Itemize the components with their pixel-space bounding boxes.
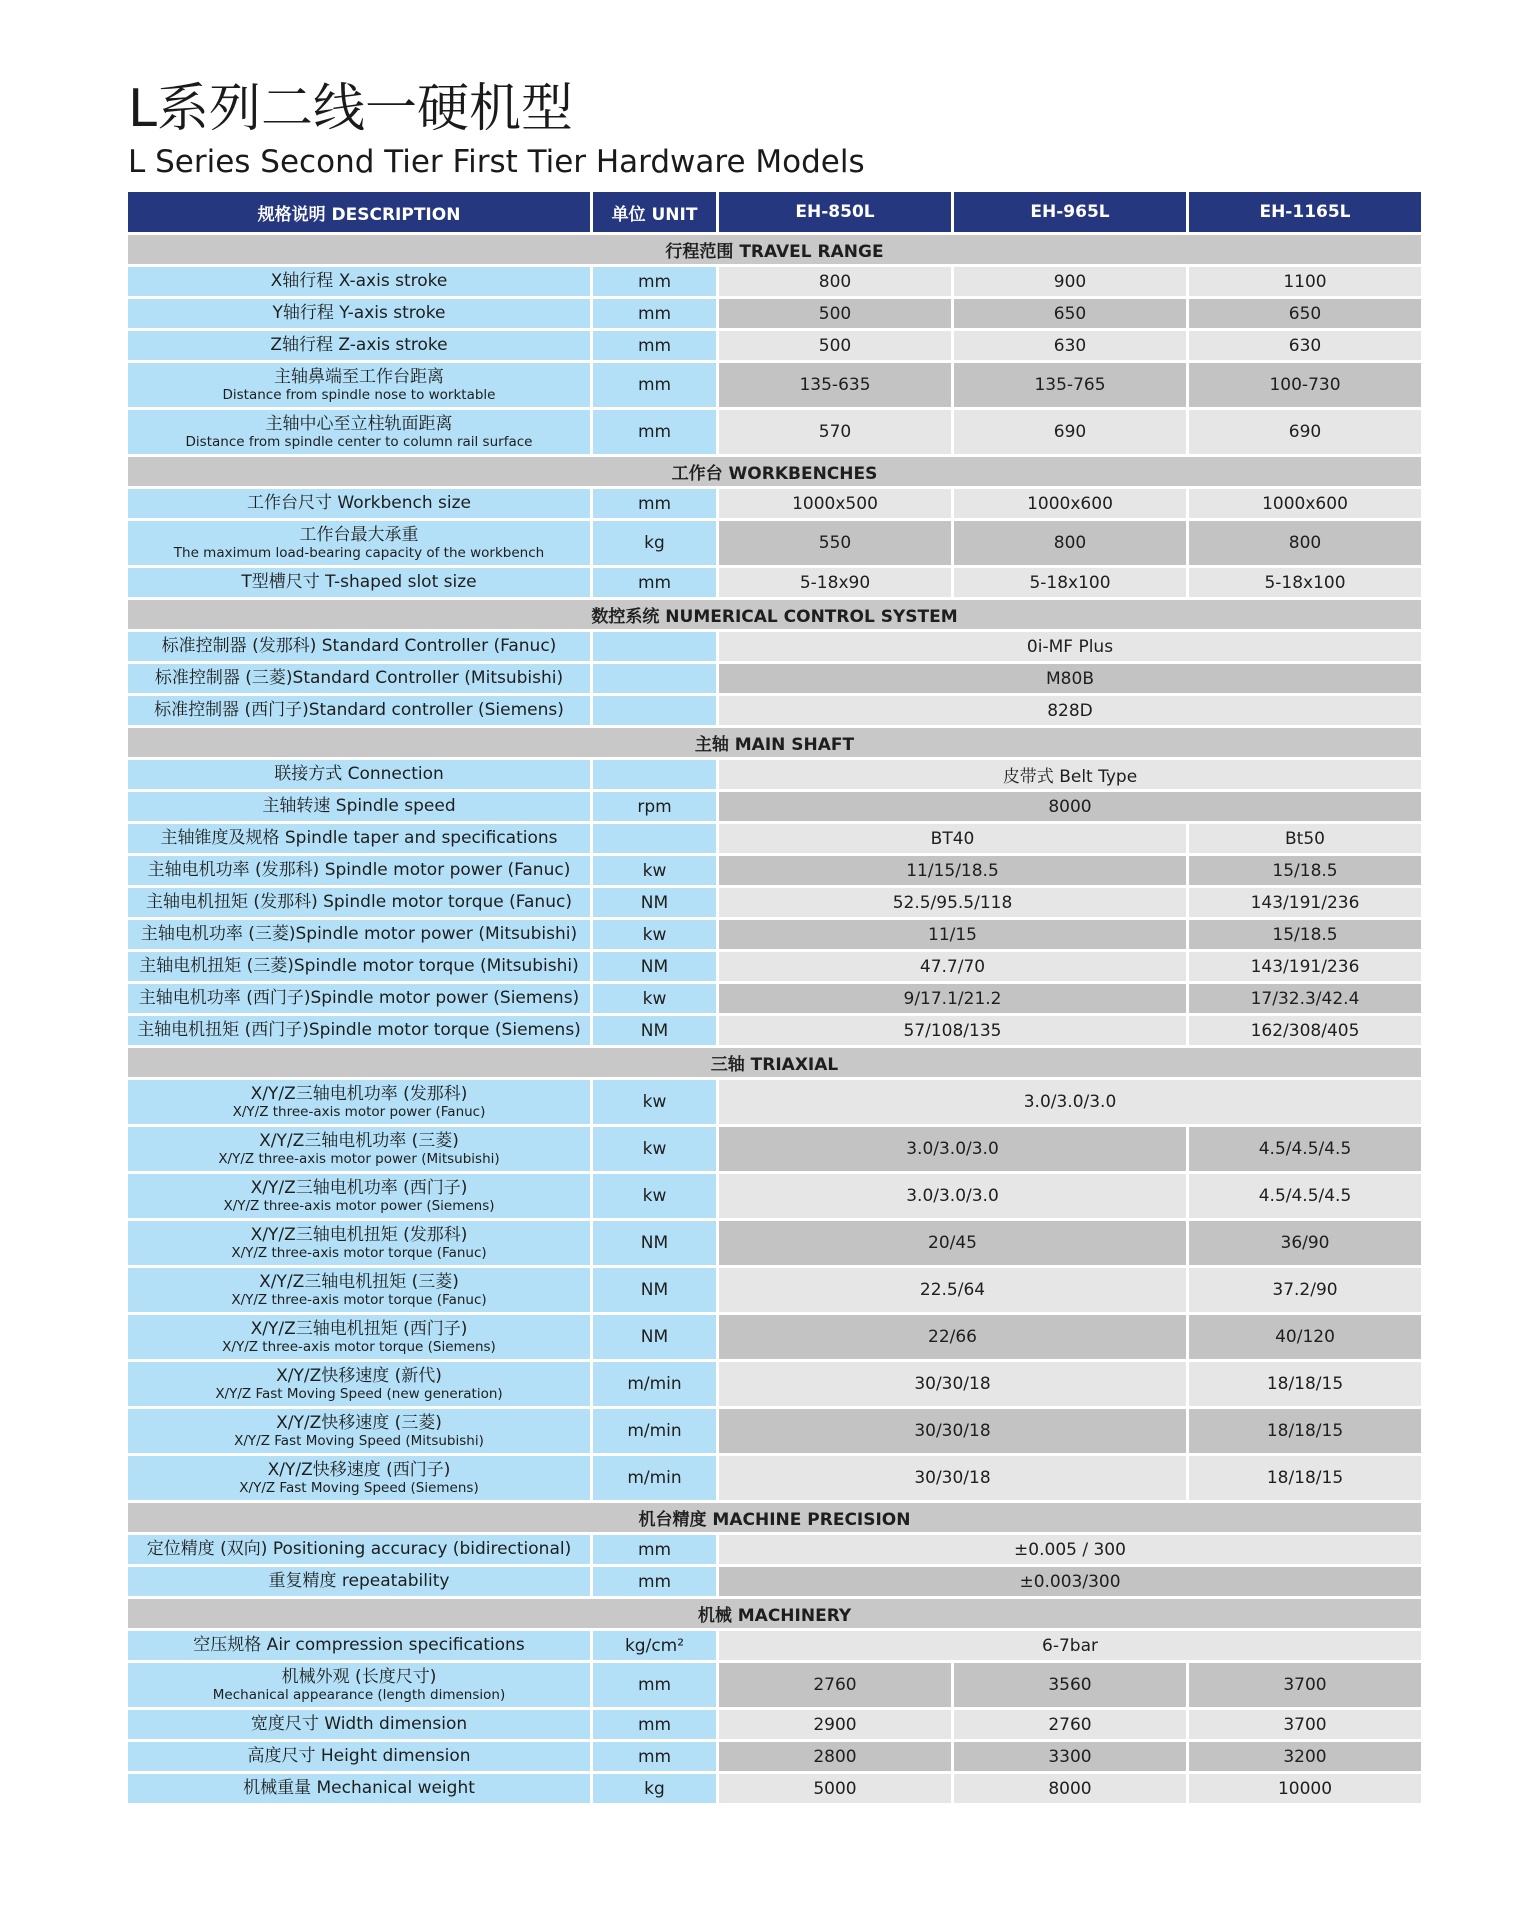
row-description	[128, 1268, 590, 1312]
row-unit: mm	[590, 331, 716, 360]
row-value: 30/30/18	[716, 1456, 1186, 1500]
row-value: Bt50	[1186, 824, 1421, 853]
row-unit: kw	[590, 1174, 716, 1218]
table-row	[128, 696, 1421, 725]
table-row	[128, 1774, 1421, 1803]
row-label: X/Y/Z三轴电机扭矩 (三菱)	[259, 1271, 459, 1292]
row-unit	[590, 824, 716, 853]
row-value: 3700	[1186, 1710, 1421, 1739]
row-label: 主轴转速 Spindle speed	[262, 796, 456, 816]
row-label: X/Y/Z三轴电机功率 (发那科)	[250, 1083, 468, 1104]
table-row	[128, 664, 1421, 693]
row-label: 主轴电机功率 (发那科) Spindle motor power (Fanuc)	[147, 860, 571, 880]
row-description	[128, 1456, 590, 1500]
row-sublabel: Mechanical appearance (length dimension)	[212, 1686, 506, 1703]
row-value: 690	[951, 410, 1186, 454]
row-value: 18/18/15	[1186, 1409, 1421, 1453]
row-label: 高度尺寸 Height dimension	[247, 1746, 471, 1766]
section-header-row	[128, 457, 1421, 486]
row-description	[128, 1567, 590, 1596]
row-value: 100-730	[1186, 363, 1421, 407]
section-header-row	[128, 728, 1421, 757]
table-row	[128, 952, 1421, 981]
row-unit: NM	[590, 888, 716, 917]
row-label: 主轴鼻端至工作台距离	[274, 366, 444, 387]
row-value: 52.5/95.5/118	[716, 888, 1186, 917]
section-header-row	[128, 1599, 1421, 1628]
row-label: 主轴电机扭矩 (三菱)Spindle motor torque (Mitsubishi)	[139, 956, 579, 976]
row-value: 37.2/90	[1186, 1268, 1421, 1312]
row-unit: kg/cm²	[590, 1631, 716, 1660]
table-row	[128, 632, 1421, 661]
section-header-row	[128, 1048, 1421, 1077]
row-unit: NM	[590, 1221, 716, 1265]
row-description	[128, 824, 590, 853]
row-description	[128, 410, 590, 454]
row-value: 皮带式 Belt Type	[716, 760, 1421, 789]
table-row	[128, 984, 1421, 1013]
row-description	[128, 363, 590, 407]
table-row	[128, 1456, 1421, 1500]
row-description	[128, 952, 590, 981]
table-row	[128, 489, 1421, 518]
row-unit: mm	[590, 1567, 716, 1596]
section-title: 机台精度 MACHINE PRECISION	[128, 1503, 1421, 1532]
row-value: 5-18x100	[1186, 568, 1421, 597]
row-value: 650	[1186, 299, 1421, 328]
row-value: 1000x500	[716, 489, 951, 518]
row-value: M80B	[716, 664, 1421, 693]
row-unit: mm	[590, 568, 716, 597]
row-value: 15/18.5	[1186, 856, 1421, 885]
row-description	[128, 299, 590, 328]
table-row	[128, 521, 1421, 565]
row-description	[128, 568, 590, 597]
row-unit: mm	[590, 299, 716, 328]
table-row	[128, 1016, 1421, 1045]
row-label: X/Y/Z三轴电机扭矩 (西门子)	[250, 1318, 468, 1339]
row-value: 11/15/18.5	[716, 856, 1186, 885]
section-title: 主轴 MAIN SHAFT	[128, 728, 1421, 757]
row-value: 5-18x90	[716, 568, 951, 597]
row-value: 1000x600	[951, 489, 1186, 518]
row-unit: mm	[590, 267, 716, 296]
row-label: 机械外观 (长度尺寸)	[281, 1666, 437, 1687]
row-value: 18/18/15	[1186, 1456, 1421, 1500]
table-row	[128, 1268, 1421, 1312]
row-unit: mm	[590, 1535, 716, 1564]
table-row	[128, 792, 1421, 821]
row-value: 1000x600	[1186, 489, 1421, 518]
row-value: 20/45	[716, 1221, 1186, 1265]
row-label: 主轴电机功率 (三菱)Spindle motor power (Mitsubishi)	[140, 924, 578, 944]
header-description: 规格说明 DESCRIPTION	[128, 192, 590, 232]
row-value: 2760	[951, 1710, 1186, 1739]
table-row	[128, 920, 1421, 949]
row-unit: kw	[590, 920, 716, 949]
row-unit: NM	[590, 1268, 716, 1312]
row-value: 8000	[951, 1774, 1186, 1803]
page-subtitle: L Series Second Tier First Tier Hardware Models	[128, 144, 865, 180]
row-unit: mm	[590, 363, 716, 407]
table-row	[128, 363, 1421, 407]
row-sublabel: X/Y/Z three-axis motor torque (Siemens)	[222, 1338, 496, 1355]
row-description	[128, 760, 590, 789]
table-row	[128, 267, 1421, 296]
table-row	[128, 1742, 1421, 1771]
section-header-row	[128, 1503, 1421, 1532]
row-value: 15/18.5	[1186, 920, 1421, 949]
row-sublabel: X/Y/Z Fast Moving Speed (new generation)	[215, 1385, 503, 1402]
row-value: 30/30/18	[716, 1362, 1186, 1406]
row-label: Y轴行程 Y-axis stroke	[272, 303, 446, 323]
row-unit	[590, 696, 716, 725]
row-label: 机械重量 Mechanical weight	[243, 1778, 475, 1798]
section-title: 机械 MACHINERY	[128, 1599, 1421, 1628]
row-unit: kw	[590, 1080, 716, 1124]
row-value: 11/15	[716, 920, 1186, 949]
row-sublabel: X/Y/Z Fast Moving Speed (Siemens)	[239, 1479, 479, 1496]
row-unit: kw	[590, 856, 716, 885]
row-value: 3.0/3.0/3.0	[716, 1174, 1186, 1218]
row-description	[128, 489, 590, 518]
row-label: 空压规格 Air compression specifications	[193, 1635, 525, 1655]
row-description	[128, 696, 590, 725]
row-value: 800	[951, 521, 1186, 565]
row-value: 3300	[951, 1742, 1186, 1771]
row-unit: mm	[590, 410, 716, 454]
section-header-row	[128, 600, 1421, 629]
row-unit: kw	[590, 1127, 716, 1171]
row-value: 800	[1186, 521, 1421, 565]
row-value: 3.0/3.0/3.0	[716, 1127, 1186, 1171]
table-row	[128, 568, 1421, 597]
row-label: X/Y/Z三轴电机功率 (三菱)	[259, 1130, 459, 1151]
row-value: 30/30/18	[716, 1409, 1186, 1453]
row-unit: kw	[590, 984, 716, 1013]
row-value: 17/32.3/42.4	[1186, 984, 1421, 1013]
table-row	[128, 824, 1421, 853]
row-value: 36/90	[1186, 1221, 1421, 1265]
row-description	[128, 920, 590, 949]
row-label: 主轴电机功率 (西门子)Spindle motor power (Siemens)	[138, 988, 580, 1008]
row-value: 22/66	[716, 1315, 1186, 1359]
row-value: 3560	[951, 1663, 1186, 1707]
row-unit	[590, 632, 716, 661]
page-title: L系列二线一硬机型	[128, 79, 573, 139]
row-sublabel: X/Y/Z three-axis motor power (Fanuc)	[232, 1103, 486, 1120]
row-label: 定位精度 (双向) Positioning accuracy (bidirectional)	[146, 1539, 572, 1559]
row-description	[128, 792, 590, 821]
row-label: 标准控制器 (发那科) Standard Controller (Fanuc)	[161, 636, 557, 656]
row-value: 828D	[716, 696, 1421, 725]
row-label: 标准控制器 (西门子)Standard controller (Siemens)	[154, 700, 564, 720]
section-title: 数控系统 NUMERICAL CONTROL SYSTEM	[128, 600, 1421, 629]
row-value: BT40	[716, 824, 1186, 853]
row-unit: NM	[590, 952, 716, 981]
row-label: 重复精度 repeatability	[268, 1571, 450, 1591]
row-unit: mm	[590, 1742, 716, 1771]
row-description	[128, 331, 590, 360]
row-unit: rpm	[590, 792, 716, 821]
row-unit: kg	[590, 1774, 716, 1803]
row-description	[128, 1080, 590, 1124]
row-label: X轴行程 X-axis stroke	[270, 271, 448, 291]
row-sublabel: The maximum load-bearing capacity of the workbench	[173, 544, 545, 561]
row-value: 5000	[716, 1774, 951, 1803]
table-row	[128, 1567, 1421, 1596]
row-sublabel: X/Y/Z three-axis motor torque (Fanuc)	[231, 1291, 487, 1308]
table-row	[128, 1127, 1421, 1171]
row-label: 主轴中心至立柱轨面距离	[265, 413, 453, 434]
row-value: 4.5/4.5/4.5	[1186, 1174, 1421, 1218]
row-value: 2900	[716, 1710, 951, 1739]
row-value: 630	[1186, 331, 1421, 360]
row-label: X/Y/Z快移速度 (西门子)	[267, 1459, 451, 1480]
table-row	[128, 1362, 1421, 1406]
section-header-row	[128, 235, 1421, 264]
table-row	[128, 1631, 1421, 1660]
row-value: 800	[716, 267, 951, 296]
row-value: 3.0/3.0/3.0	[716, 1080, 1421, 1124]
row-label: X/Y/Z三轴电机扭矩 (发那科)	[250, 1224, 468, 1245]
header-model-eh-965l: EH-965L	[951, 192, 1186, 232]
table-row	[128, 1535, 1421, 1564]
table-row	[128, 760, 1421, 789]
table-row	[128, 410, 1421, 454]
row-description	[128, 632, 590, 661]
row-value: 500	[716, 331, 951, 360]
row-unit: mm	[590, 1710, 716, 1739]
header-model-eh-850l: EH-850L	[716, 192, 951, 232]
row-label: Z轴行程 Z-axis stroke	[270, 335, 448, 355]
table-row	[128, 856, 1421, 885]
table-row	[128, 1080, 1421, 1124]
row-unit: mm	[590, 1663, 716, 1707]
row-label: 主轴电机扭矩 (发那科) Spindle motor torque (Fanuc)	[146, 892, 572, 912]
row-value: 690	[1186, 410, 1421, 454]
row-value: ±0.005 / 300	[716, 1535, 1421, 1564]
row-description	[128, 888, 590, 917]
row-value: 4.5/4.5/4.5	[1186, 1127, 1421, 1171]
row-value: 22.5/64	[716, 1268, 1186, 1312]
row-sublabel: X/Y/Z Fast Moving Speed (Mitsubishi)	[234, 1432, 484, 1449]
table-row	[128, 1663, 1421, 1707]
row-value: 8000	[716, 792, 1421, 821]
row-sublabel: Distance from spindle nose to worktable	[222, 386, 496, 403]
table-row	[128, 888, 1421, 917]
table-row	[128, 1221, 1421, 1265]
header-unit: 单位 UNIT	[590, 192, 716, 232]
row-unit: kg	[590, 521, 716, 565]
row-label: 宽度尺寸 Width dimension	[250, 1714, 468, 1734]
row-value: 650	[951, 299, 1186, 328]
row-unit: m/min	[590, 1456, 716, 1500]
row-description	[128, 1174, 590, 1218]
table-row	[128, 1409, 1421, 1453]
row-label: 工作台最大承重	[299, 524, 419, 545]
row-value: 40/120	[1186, 1315, 1421, 1359]
table-row	[128, 1710, 1421, 1739]
row-value: 135-765	[951, 363, 1186, 407]
row-label: 主轴电机扭矩 (西门子)Spindle motor torque (Siemens)	[137, 1020, 581, 1040]
row-label: X/Y/Z快移速度 (三菱)	[276, 1412, 442, 1433]
row-value: 135-635	[716, 363, 951, 407]
row-unit: NM	[590, 1016, 716, 1045]
header-model-eh-1165l: EH-1165L	[1186, 192, 1421, 232]
row-unit: m/min	[590, 1409, 716, 1453]
row-label: X/Y/Z三轴电机功率 (西门子)	[250, 1177, 468, 1198]
spec-table	[128, 189, 1421, 1806]
row-value: 47.7/70	[716, 952, 1186, 981]
row-description	[128, 1315, 590, 1359]
row-value: 2800	[716, 1742, 951, 1771]
row-description	[128, 1362, 590, 1406]
section-title: 三轴 TRIAXIAL	[128, 1048, 1421, 1077]
table-row	[128, 1315, 1421, 1359]
table-row	[128, 299, 1421, 328]
row-unit: NM	[590, 1315, 716, 1359]
row-description	[128, 267, 590, 296]
row-label: 工作台尺寸 Workbench size	[247, 493, 471, 513]
row-label: X/Y/Z快移速度 (新代)	[276, 1365, 442, 1386]
row-value: ±0.003/300	[716, 1567, 1421, 1596]
row-description	[128, 1221, 590, 1265]
row-value: 1100	[1186, 267, 1421, 296]
row-description	[128, 1409, 590, 1453]
row-description	[128, 1535, 590, 1564]
row-value: 2760	[716, 1663, 951, 1707]
table-header-row	[128, 192, 1421, 232]
row-value: 3700	[1186, 1663, 1421, 1707]
row-value: 5-18x100	[951, 568, 1186, 597]
row-unit: mm	[590, 489, 716, 518]
row-value: 3200	[1186, 1742, 1421, 1771]
row-description	[128, 1663, 590, 1707]
row-description	[128, 984, 590, 1013]
row-label: 主轴锥度及规格 Spindle taper and specifications	[160, 828, 558, 848]
table-row	[128, 1174, 1421, 1218]
row-description	[128, 1016, 590, 1045]
row-description	[128, 1742, 590, 1771]
section-title: 工作台 WORKBENCHES	[128, 457, 1421, 486]
row-value: 500	[716, 299, 951, 328]
row-value: 143/191/236	[1186, 888, 1421, 917]
row-description	[128, 1631, 590, 1660]
row-value: 143/191/236	[1186, 952, 1421, 981]
row-description	[128, 521, 590, 565]
row-description	[128, 1127, 590, 1171]
row-label: T型槽尺寸 T-shaped slot size	[241, 572, 477, 592]
row-description	[128, 664, 590, 693]
row-value: 18/18/15	[1186, 1362, 1421, 1406]
row-sublabel: X/Y/Z three-axis motor power (Siemens)	[223, 1197, 495, 1214]
row-description	[128, 1710, 590, 1739]
row-sublabel: Distance from spindle center to column rail surface	[185, 433, 533, 450]
row-value: 550	[716, 521, 951, 565]
row-value: 6-7bar	[716, 1631, 1421, 1660]
row-value: 10000	[1186, 1774, 1421, 1803]
row-unit	[590, 760, 716, 789]
section-title: 行程范围 TRAVEL RANGE	[128, 235, 1421, 264]
row-unit	[590, 664, 716, 693]
row-value: 570	[716, 410, 951, 454]
row-value: 162/308/405	[1186, 1016, 1421, 1045]
row-value: 0i-MF Plus	[716, 632, 1421, 661]
row-value: 57/108/135	[716, 1016, 1186, 1045]
row-sublabel: X/Y/Z three-axis motor power (Mitsubishi)	[218, 1150, 500, 1167]
row-value: 9/17.1/21.2	[716, 984, 1186, 1013]
row-value: 900	[951, 267, 1186, 296]
row-sublabel: X/Y/Z three-axis motor torque (Fanuc)	[231, 1244, 487, 1261]
spec-table-body	[128, 235, 1421, 1803]
row-label: 标准控制器 (三菱)Standard Controller (Mitsubishi)	[154, 668, 564, 688]
row-description	[128, 1774, 590, 1803]
row-description	[128, 856, 590, 885]
row-value: 630	[951, 331, 1186, 360]
table-row	[128, 331, 1421, 360]
row-unit: m/min	[590, 1362, 716, 1406]
row-label: 联接方式 Connection	[274, 764, 444, 784]
